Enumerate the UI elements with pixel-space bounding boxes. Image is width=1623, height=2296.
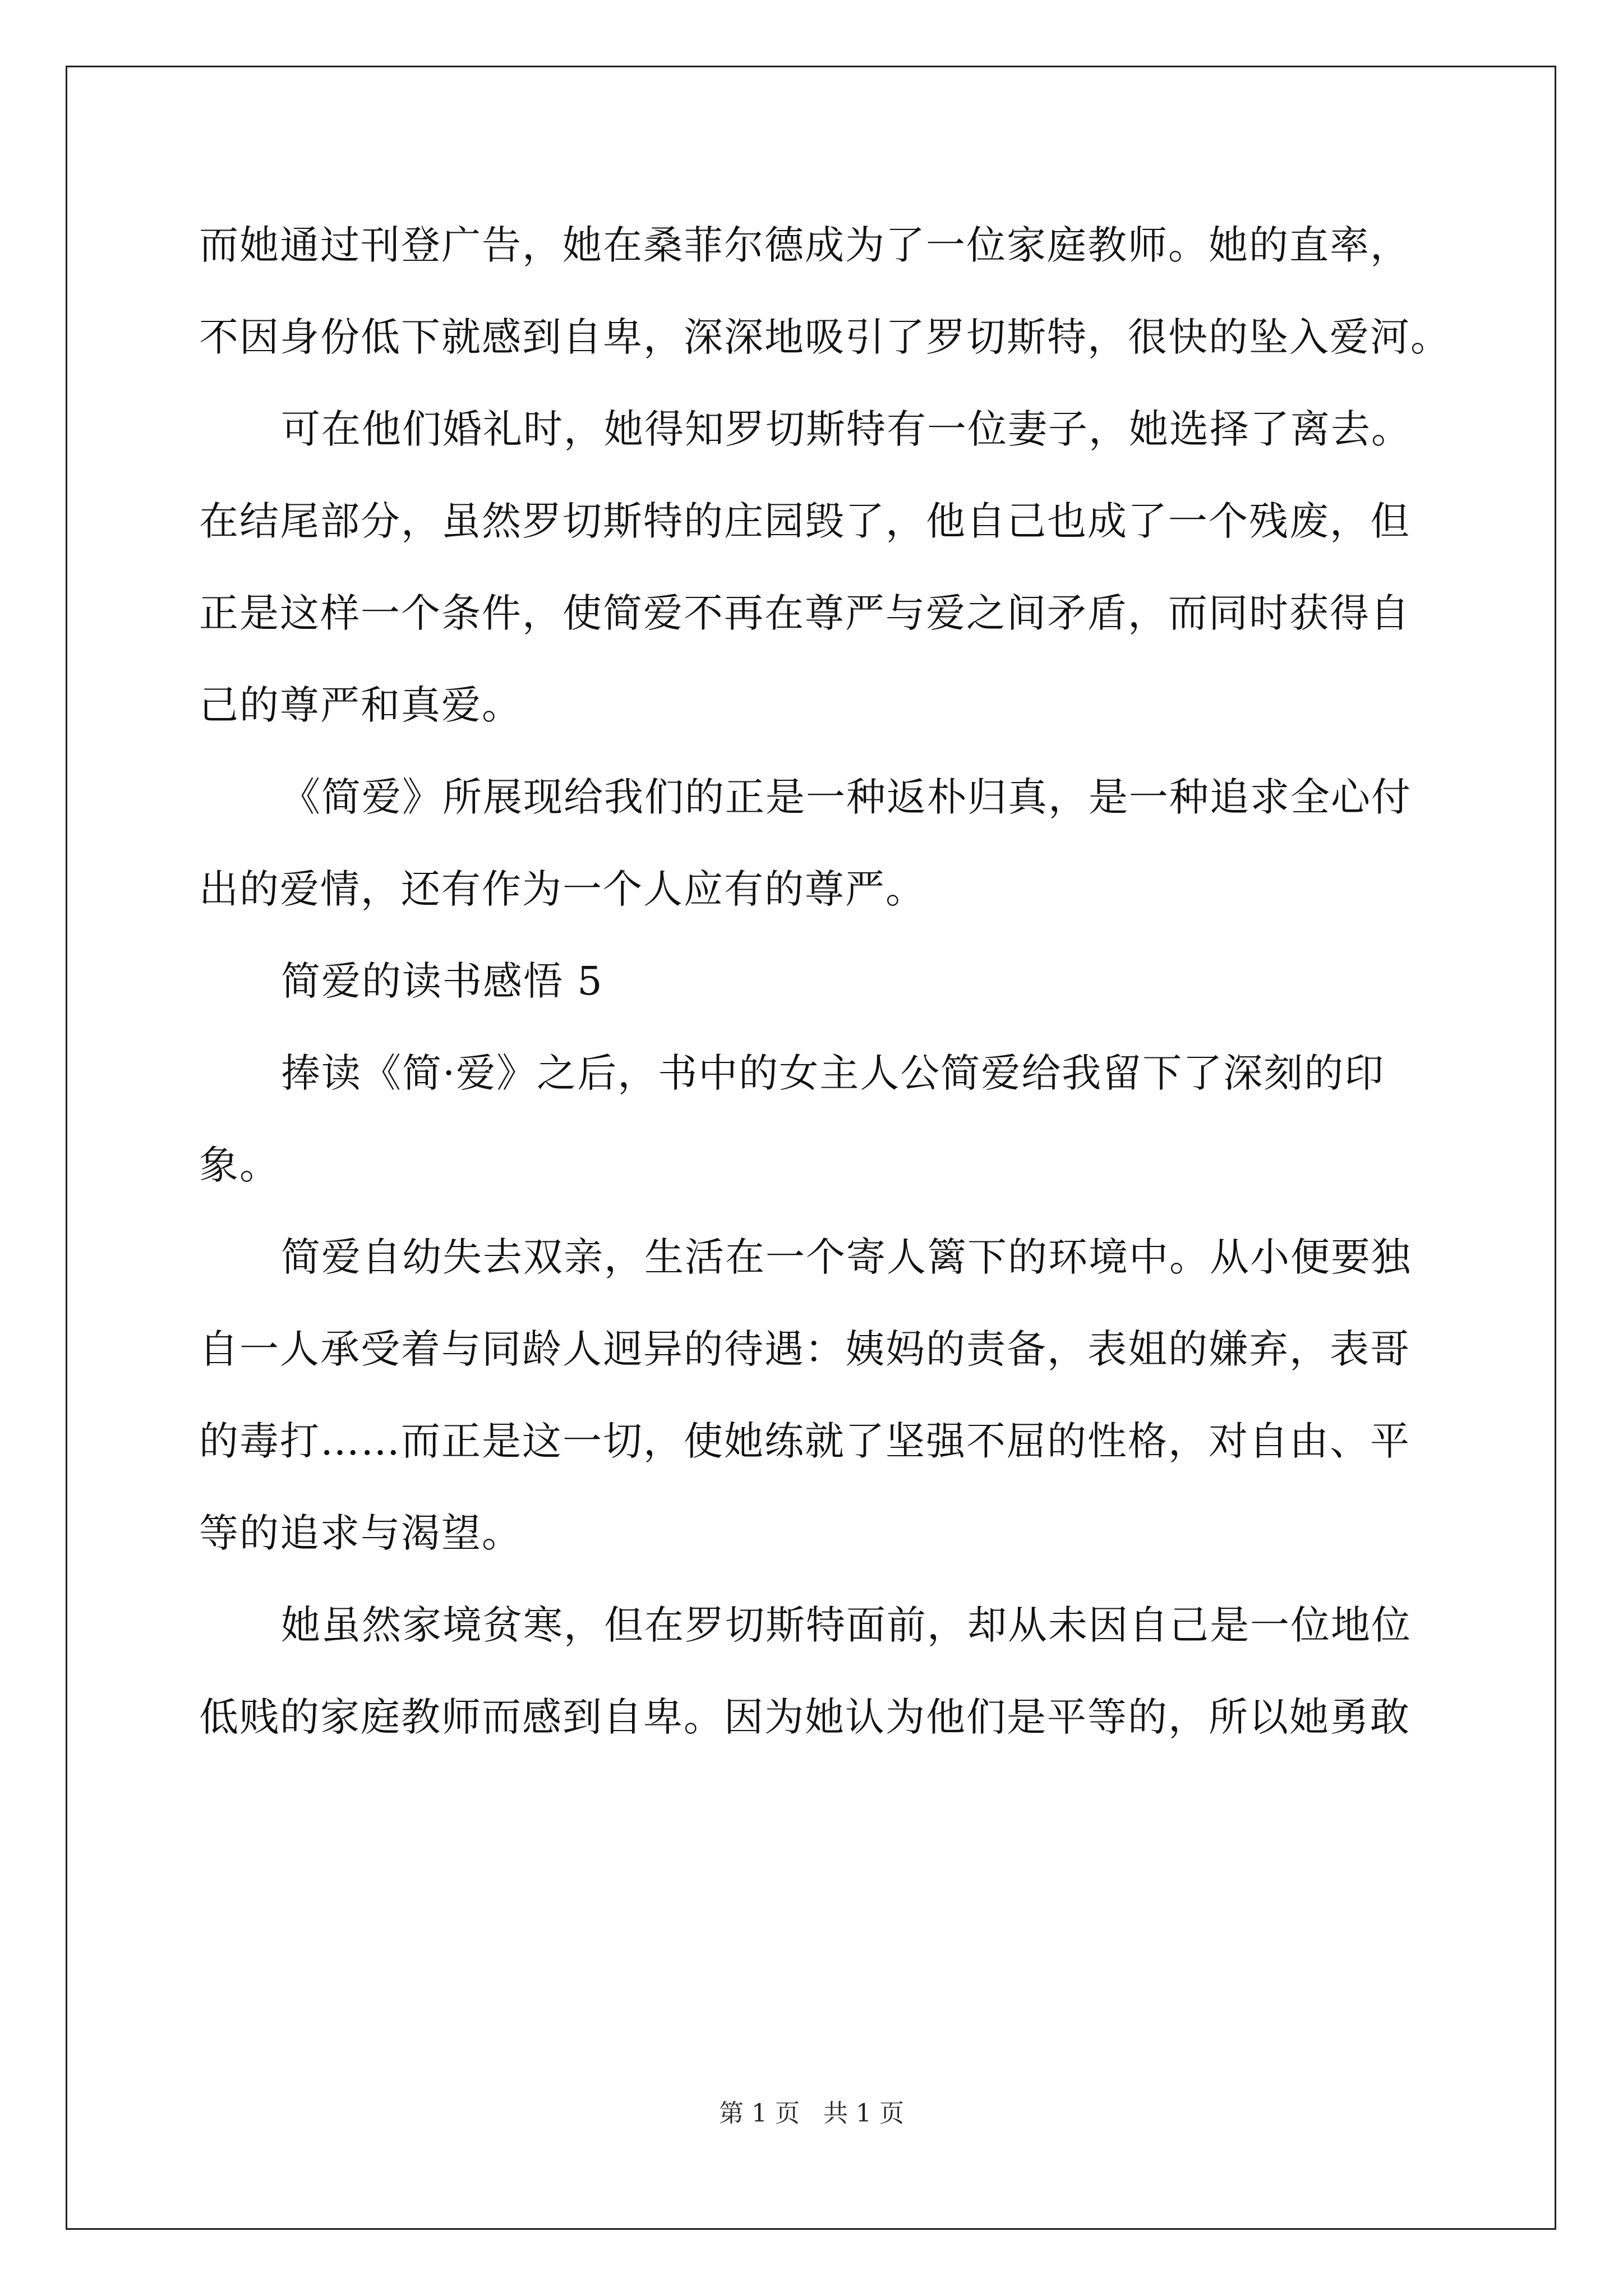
section-heading: 简爱的读书感悟 5 — [281, 958, 603, 1004]
text-line: 她虽然家境贫寒，但在罗切斯特面前，却从未因自己是一位地位 — [281, 1602, 1412, 1648]
text-line: 等的追求与渴望。 — [199, 1510, 522, 1556]
text-line: 不因身份低下就感到自卑，深深地吸引了罗切斯特，很快的坠入爱河。 — [199, 314, 1451, 360]
text-line: 简爱自幼失去双亲，生活在一个寄人篱下的环境中。从小便要独 — [281, 1234, 1412, 1280]
text-line: 正是这样一个条件，使简爱不再在尊严与爱之间矛盾，而同时获得自 — [199, 590, 1410, 636]
text-line: 象。 — [199, 1142, 280, 1188]
text-line: 低贱的家庭教师而感到自卑。因为她认为他们是平等的，所以她勇敢 — [199, 1694, 1410, 1740]
text-line: 捧读《简·爱》之后，书中的女主人公简爱给我留下了深刻的印 — [281, 1050, 1385, 1096]
text-line: 《简爱》所展现给我们的正是一种返朴归真，是一种追求全心付 — [281, 774, 1412, 820]
text-line: 而她通过刊登广告，她在桑菲尔德成为了一位家庭教师。她的直率， — [199, 222, 1410, 268]
document-body — [199, 199, 1451, 1763]
text-line: 在结尾部分，虽然罗切斯特的庄园毁了，他自己也成了一个残废，但 — [199, 498, 1410, 544]
text-line: 可在他们婚礼时，她得知罗切斯特有一位妻子，她选择了离去。 — [281, 406, 1412, 452]
page-number-footer: 第 1 页 共 1 页 — [719, 2099, 904, 2128]
text-line: 的毒打……而正是这一切，使她练就了坚强不屈的性格，对自由、平 — [199, 1418, 1410, 1464]
text-line: 自一人承受着与同龄人迥异的待遇：姨妈的责备，表姐的嫌弃，表哥 — [199, 1326, 1410, 1372]
text-line: 出的爱情，还有作为一个人应有的尊严。 — [199, 866, 926, 912]
text-line: 己的尊严和真爱。 — [199, 682, 522, 728]
